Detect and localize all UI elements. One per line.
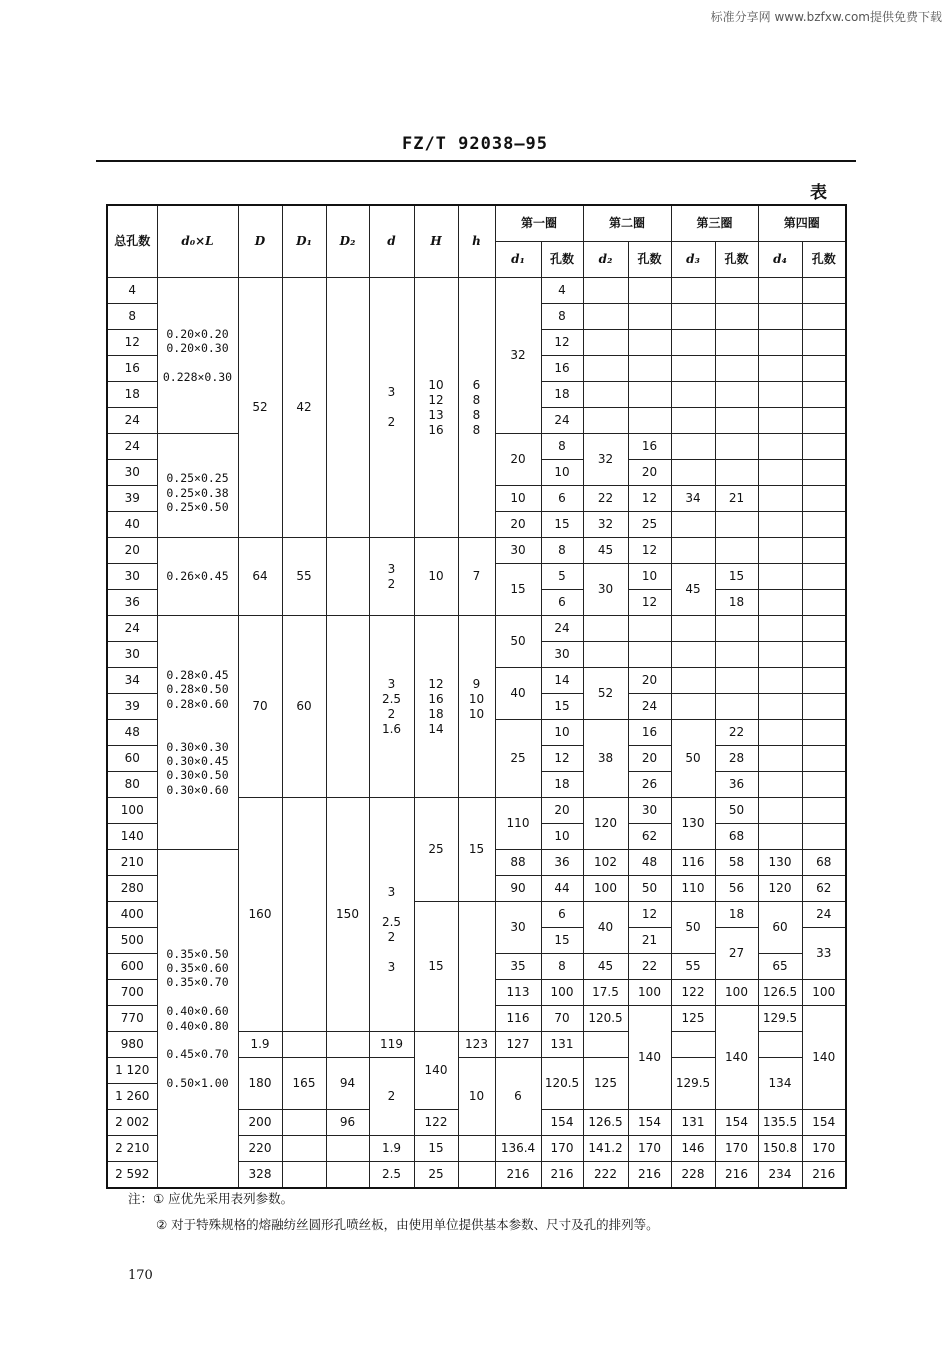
d4-cell: 129.5 (758, 1006, 802, 1032)
total-holes-cell: 40 (107, 512, 157, 538)
d1-cell: 30 (495, 538, 541, 564)
d-cell: 3 2 (369, 538, 414, 616)
d3-cell: 116 (671, 850, 715, 876)
col-d2: d₂ (583, 242, 628, 278)
total-holes-cell: 770 (107, 1006, 157, 1032)
total-holes-cell: 100 (107, 798, 157, 824)
ring3-holes-cell: 22 (715, 720, 758, 746)
H-cell: 12 16 18 14 (414, 616, 458, 798)
ring2-holes-cell: 170 (628, 1136, 671, 1162)
total-holes-cell: 2 592 (107, 1162, 157, 1189)
total-holes-cell: 34 (107, 668, 157, 694)
ring2-holes-cell: 12 (628, 486, 671, 512)
ring3-holes-cell: 216 (715, 1162, 758, 1189)
total-holes-cell: 280 (107, 876, 157, 902)
ring4-holes-cell: 100 (802, 980, 846, 1006)
ring3-holes-cell: 27 (715, 928, 758, 980)
D-cell: 220 (238, 1136, 282, 1162)
ring3-holes-cell: 58 (715, 850, 758, 876)
d2-cell: 32 (583, 434, 628, 486)
ring1-holes-cell: 5 (541, 564, 583, 590)
d1-cell: 88 (495, 850, 541, 876)
d3-cell: 127 (495, 1032, 541, 1058)
total-holes-cell: 2 002 (107, 1110, 157, 1136)
h-cell: 6 (495, 1058, 541, 1136)
d2-cell: 30 (583, 564, 628, 616)
col-d3: d₃ (671, 242, 715, 278)
ring4-holes-cell: 24 (802, 902, 846, 928)
D2-cell: 150 (326, 798, 369, 1032)
h-cell (326, 1032, 369, 1058)
H-cell: 15 (414, 1136, 458, 1162)
d2-cell: 100 (583, 876, 628, 902)
ring1-holes-cell: 10 (541, 824, 583, 850)
d1-cell: 216 (495, 1162, 541, 1189)
ring3-holes-cell: 50 (715, 798, 758, 824)
total-holes-cell: 60 (107, 746, 157, 772)
D2-cell (326, 538, 369, 616)
table-label: 表 (810, 183, 827, 203)
ring1-holes-cell: 36 (541, 850, 583, 876)
d3-cell: 129.5 (671, 1058, 715, 1110)
d1-cell: 136.4 (495, 1136, 541, 1162)
header-row-1 (107, 205, 846, 242)
col-ring2: 第二圈 (583, 205, 671, 242)
ring1-holes-cell: 6 (541, 902, 583, 928)
d2-cell: 141.2 (583, 1136, 628, 1162)
d4-cell: 120 (758, 876, 802, 902)
ring2-holes-cell: 62 (628, 824, 671, 850)
col-d: d (369, 205, 414, 278)
total-holes-cell: 500 (107, 928, 157, 954)
H-cell (282, 1032, 326, 1058)
d1-cell: 113 (495, 980, 541, 1006)
ring2-holes-cell: 100 (628, 980, 671, 1006)
ring1-holes-cell: 15 (541, 512, 583, 538)
d0xL-cell: 0.20×0.20 0.20×0.30 0.228×0.30 (157, 278, 238, 434)
ring2-holes-cell: 12 (628, 902, 671, 928)
d1-cell: 119 (369, 1032, 414, 1058)
total-holes-cell: 24 (107, 616, 157, 642)
col-ring3-holes: 孔数 (715, 242, 758, 278)
ring2-holes-cell: 24 (628, 694, 671, 720)
total-holes-cell: 20 (107, 538, 157, 564)
d1-cell: 32 (495, 278, 541, 434)
total-holes-cell: 30 (107, 564, 157, 590)
D1-cell (282, 1162, 326, 1189)
total-holes-cell: 39 (107, 486, 157, 512)
table-row (107, 538, 846, 564)
col-ring3: 第三圈 (671, 205, 758, 242)
h-cell (458, 1136, 495, 1162)
d4-cell: 134 (758, 1058, 802, 1110)
d0xL-cell: 0.25×0.25 0.25×0.38 0.25×0.50 (157, 434, 238, 538)
H-cell: 10 (458, 1058, 495, 1136)
ring3-holes-cell: 68 (715, 824, 758, 850)
ring3-holes-cell: 100 (715, 980, 758, 1006)
total-holes-cell: 700 (107, 980, 157, 1006)
D-cell: 328 (238, 1162, 282, 1189)
ring1-holes-cell: 8 (541, 538, 583, 564)
d2-cell: 123 (458, 1032, 495, 1058)
ring2-holes-cell: 12 (628, 590, 671, 616)
d0xL-cell: 0.28×0.45 0.28×0.50 0.28×0.60 0.30×0.30 0.30×0.45 0.30×0.50 0.30×0.60 (157, 616, 238, 850)
d3-cell: 130 (671, 798, 715, 850)
ring4-holes-cell: 216 (802, 1162, 846, 1189)
ring2-holes-cell: 30 (628, 798, 671, 824)
ring1-holes-cell: 8 (541, 434, 583, 460)
total-holes-cell: 30 (107, 642, 157, 668)
D2-cell (326, 1136, 369, 1162)
total-holes-cell: 980 (107, 1032, 157, 1058)
d1-cell: 110 (495, 798, 541, 850)
col-ring1-holes: 孔数 (541, 242, 583, 278)
total-holes-cell: 16 (107, 356, 157, 382)
col-D1: D₁ (282, 205, 326, 278)
total-holes-cell: 48 (107, 720, 157, 746)
d2-cell: 17.5 (583, 980, 628, 1006)
total-holes-cell: 2 210 (107, 1136, 157, 1162)
col-ring4-holes: 孔数 (802, 242, 846, 278)
d2-cell: 52 (583, 668, 628, 720)
total-holes-cell: 210 (107, 850, 157, 876)
d3-cell: 110 (671, 876, 715, 902)
ring1-holes-cell: 15 (541, 694, 583, 720)
d1-cell: 10 (495, 486, 541, 512)
d2-cell: 125 (583, 1058, 628, 1110)
D1-cell (282, 1136, 326, 1162)
d4-cell: 60 (758, 902, 802, 954)
h-cell: 7 (458, 538, 495, 616)
ring1-holes-cell: 14 (541, 668, 583, 694)
ring3-holes-cell: 28 (715, 746, 758, 772)
ring2-holes-cell: 48 (628, 850, 671, 876)
d3-cell: 50 (671, 720, 715, 798)
d4-cell: 234 (758, 1162, 802, 1189)
d4-cell: 135.5 (758, 1110, 802, 1136)
ring2-holes-cell (628, 278, 671, 304)
col-ring4: 第四圈 (758, 205, 846, 242)
d1-cell: 50 (495, 616, 541, 668)
d2-cell: 45 (583, 538, 628, 564)
D2-cell (326, 616, 369, 798)
col-h: h (458, 205, 495, 278)
total-holes-cell: 1 120 (107, 1058, 157, 1084)
ring1-holes-cell: 44 (541, 876, 583, 902)
d2-cell: 222 (583, 1162, 628, 1189)
ring1-holes-cell: 15 (541, 928, 583, 954)
d0xL-cell: 0.35×0.50 0.35×0.60 0.35×0.70 0.40×0.60 0.40×0.80 0.45×0.70 0.50×1.00 (157, 850, 238, 1189)
total-holes-cell: 1 260 (107, 1084, 157, 1110)
header-rule (96, 160, 856, 162)
d3-cell: 125 (671, 1006, 715, 1032)
ring3-holes-cell: 170 (715, 1136, 758, 1162)
col-d1: d₁ (495, 242, 541, 278)
watermark: 标准分享网 www.bzfxw.com提供免费下载 (710, 10, 942, 24)
ring1-holes-cell: 6 (541, 590, 583, 616)
ring1-holes-cell: 154 (541, 1110, 583, 1136)
H-cell: 25 (414, 1162, 458, 1189)
table-row (107, 278, 846, 304)
d-cell: 3 2 (369, 278, 414, 538)
ring3-holes-cell (715, 278, 758, 304)
h-cell: 6 8 8 8 (458, 278, 495, 538)
h-cell (458, 1162, 495, 1189)
d3-cell: 55 (671, 954, 715, 980)
d3-cell (671, 278, 715, 304)
d4-cell: 126.5 (758, 980, 802, 1006)
ring1-holes-cell: 18 (541, 772, 583, 798)
H-cell: 25 (414, 798, 458, 902)
ring1-holes-cell: 16 (541, 356, 583, 382)
total-holes-cell: 24 (107, 408, 157, 434)
d2-cell: 120.5 (583, 1006, 628, 1032)
d-cell: 1.9 (238, 1032, 282, 1058)
D-cell: 200 (238, 1110, 282, 1136)
ring2-holes-cell: 154 (628, 1110, 671, 1136)
ring1-holes-cell: 10 (541, 460, 583, 486)
d-cell: 2.5 (369, 1162, 414, 1189)
d1-cell: 122 (414, 1110, 458, 1136)
ring1-holes-cell: 24 (541, 408, 583, 434)
ring2-holes-cell: 16 (628, 720, 671, 746)
ring4-holes-cell: 68 (802, 850, 846, 876)
table-notes (128, 1186, 659, 1238)
ring1-holes-cell: 4 (541, 278, 583, 304)
D-cell: 52 (238, 278, 282, 538)
ring1-holes-cell: 12 (541, 330, 583, 356)
d2-cell: 38 (583, 720, 628, 798)
ring2-holes-cell: 26 (628, 772, 671, 798)
D2-cell: 94 (326, 1058, 369, 1110)
total-holes-cell: 12 (107, 330, 157, 356)
ring4-holes-cell: 140 (802, 1006, 846, 1110)
ring1-holes-cell: 6 (541, 486, 583, 512)
D1-cell: 55 (282, 538, 326, 616)
d3-cell: 50 (671, 902, 715, 954)
d2-cell: 32 (583, 512, 628, 538)
ring4-holes-cell (802, 278, 846, 304)
d1-cell: 116 (495, 1006, 541, 1032)
col-d4: d₄ (758, 242, 802, 278)
total-holes-cell: 600 (107, 954, 157, 980)
col-D: D (238, 205, 282, 278)
total-holes-cell: 18 (107, 382, 157, 408)
ring2-holes-cell: 216 (628, 1162, 671, 1189)
total-holes-cell: 24 (107, 434, 157, 460)
total-holes-cell: 4 (107, 278, 157, 304)
ring1-holes-cell: 18 (541, 382, 583, 408)
D1-cell (282, 798, 326, 1032)
D-cell: 180 (238, 1058, 282, 1110)
d4-cell: 150.8 (758, 1136, 802, 1162)
d2-cell (583, 278, 628, 304)
d-cell: 3 2.5 2 3 (369, 798, 414, 1032)
h-cell: 15 (458, 798, 495, 902)
ring2-holes-cell: 20 (628, 746, 671, 772)
ring2-holes-cell: 21 (628, 928, 671, 954)
d3-cell: 122 (671, 980, 715, 1006)
ring2-holes-cell: 10 (628, 564, 671, 590)
D1-cell (282, 1110, 326, 1136)
ring3-holes-cell: 18 (715, 590, 758, 616)
ring1-holes-cell: 8 (541, 954, 583, 980)
d1-cell: 25 (495, 720, 541, 798)
ring1-holes-cell: 24 (541, 616, 583, 642)
D2-cell (326, 278, 369, 538)
ring4-holes-cell: 170 (802, 1136, 846, 1162)
total-holes-cell: 400 (107, 902, 157, 928)
ring1-holes-cell: 10 (541, 720, 583, 746)
d2-cell: 120 (583, 798, 628, 850)
ring2-holes-cell: 140 (628, 1006, 671, 1110)
ring1-holes-cell: 20 (541, 798, 583, 824)
D-cell: 160 (238, 798, 282, 1032)
d0xL-cell: 0.26×0.45 (157, 538, 238, 616)
H-cell: 15 (414, 902, 458, 1032)
total-holes-cell: 80 (107, 772, 157, 798)
ring1-holes-cell: 30 (541, 642, 583, 668)
d1-cell: 15 (495, 564, 541, 616)
d-cell: 2 (369, 1058, 414, 1136)
ring4-holes-cell: 33 (802, 928, 846, 980)
ring1-holes-cell: 8 (541, 304, 583, 330)
d3-cell: 34 (671, 486, 715, 512)
d1-cell: 35 (495, 954, 541, 980)
total-holes-cell: 140 (107, 824, 157, 850)
D-cell: 64 (238, 538, 282, 616)
ring1-holes-cell: 100 (541, 980, 583, 1006)
d3-cell: 146 (671, 1136, 715, 1162)
ring3-holes-cell: 140 (715, 1006, 758, 1110)
ring1-holes-cell: 70 (541, 1006, 583, 1032)
d4-cell: 130 (758, 850, 802, 876)
d2-cell: 22 (583, 486, 628, 512)
col-d0xL: d₀×L (157, 205, 238, 278)
table-row (107, 616, 846, 642)
ring3-holes-cell: 56 (715, 876, 758, 902)
ring3-holes-cell: 18 (715, 902, 758, 928)
d2-cell: 40 (583, 902, 628, 954)
d2-cell: 102 (583, 850, 628, 876)
D1-cell: 165 (282, 1058, 326, 1110)
D2-cell (326, 1162, 369, 1189)
d3-cell: 45 (671, 564, 715, 616)
ring4-holes-cell: 62 (802, 876, 846, 902)
d1-cell: 30 (495, 902, 541, 954)
col-D2: D₂ (326, 205, 369, 278)
ring2-holes-cell: 20 (628, 460, 671, 486)
col-ring2-holes: 孔数 (628, 242, 671, 278)
d1-cell: 40 (495, 668, 541, 720)
H-cell: 10 (414, 538, 458, 616)
D1-cell: 60 (282, 616, 326, 798)
note-2: ② 对于特殊规格的熔融纺丝圆形孔喷丝板，由使用单位提供基本参数、尺寸及孔的排列等。 (156, 1217, 659, 1232)
d1-cell: 90 (495, 876, 541, 902)
d1-cell: 20 (495, 512, 541, 538)
D1-cell: 42 (282, 278, 326, 538)
ring3-holes-cell: 15 (715, 564, 758, 590)
ring4-holes-cell: 154 (802, 1110, 846, 1136)
h-cell: 9 10 10 (458, 616, 495, 798)
d1-cell: 20 (495, 434, 541, 486)
ring2-holes-cell: 22 (628, 954, 671, 980)
total-holes-cell: 8 (107, 304, 157, 330)
d3-cell: 228 (671, 1162, 715, 1189)
ring1-holes-cell: 216 (541, 1162, 583, 1189)
ring2-holes-cell: 12 (628, 538, 671, 564)
total-holes-cell: 36 (107, 590, 157, 616)
col-ring1: 第一圈 (495, 205, 583, 242)
col-total-holes: 总孔数 (107, 205, 157, 278)
ring3-holes-cell: 21 (715, 486, 758, 512)
spinneret-parameter-table (106, 204, 847, 1189)
document-code: FZ/T 92038—95 (401, 134, 549, 154)
D2-cell: 96 (326, 1110, 369, 1136)
d-cell: 3 2.5 2 1.6 (369, 616, 414, 798)
ring2-holes-cell: 50 (628, 876, 671, 902)
ring2-holes-cell: 20 (628, 668, 671, 694)
ring1-holes-cell: 140 (414, 1032, 458, 1110)
ring3-holes-cell: 154 (715, 1110, 758, 1136)
ring2-holes-cell: 25 (628, 512, 671, 538)
d3-cell: 131 (671, 1110, 715, 1136)
ring2-holes-cell: 16 (628, 434, 671, 460)
d2-cell: 45 (583, 954, 628, 980)
d4-cell (758, 278, 802, 304)
D-cell: 70 (238, 616, 282, 798)
ring1-holes-cell: 12 (541, 746, 583, 772)
col-H: H (414, 205, 458, 278)
d1-cell: 120.5 (541, 1058, 583, 1110)
d2-cell: 126.5 (583, 1110, 628, 1136)
h-cell (458, 902, 495, 1032)
d4-cell: 131 (541, 1032, 583, 1058)
ring1-holes-cell: 170 (541, 1136, 583, 1162)
ring3-holes-cell: 36 (715, 772, 758, 798)
H-cell: 10 12 13 16 (414, 278, 458, 538)
d4-cell: 65 (758, 954, 802, 980)
d-cell: 1.9 (369, 1136, 414, 1162)
page-number: 170 (128, 1268, 153, 1283)
total-holes-cell: 39 (107, 694, 157, 720)
note-1: 注：① 应优先采用表列参数。 (128, 1191, 294, 1206)
total-holes-cell: 30 (107, 460, 157, 486)
